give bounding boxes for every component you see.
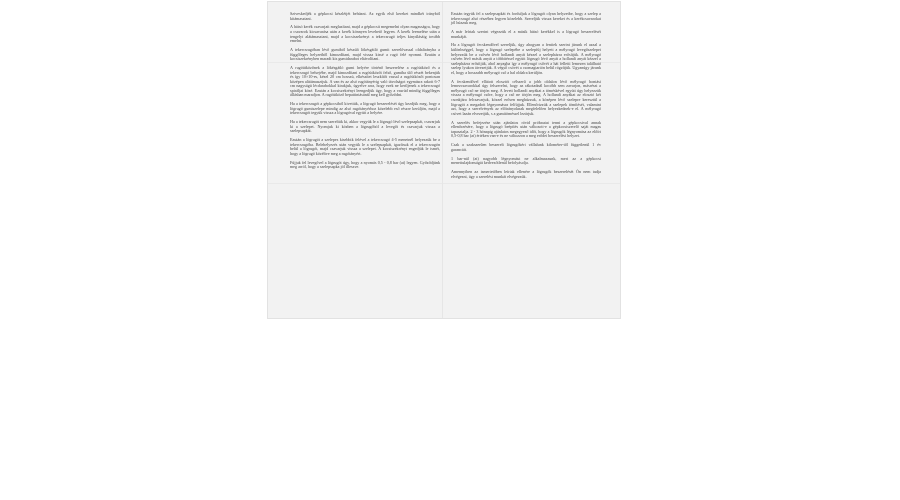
paragraph: Fújjuk fel levegővel a lögrugót úgy, hogy a nyomás 0,5 - 0,8 bar (at) legyen. Győződjünk meg arról, hogy a szelepsapka jól illeszve.: [290, 159, 440, 170]
right-column: [451, 12, 601, 183]
paragraph: A már leírtak szerint végezzük el a másik hátsó kerékkel is a lögrugó beszerelését munkáját.: [451, 28, 601, 39]
paragraph: Ha a tekercsrugót a gépkocsiból kivettük, a lögrugó beszerelését úgy kezdjük meg, hogy a lögrugó gumiszelepe mindig az alsó rugótányérhoz közelebb eső részre kerüljön, majd a tekercsrugót tegyük vissza a lögrugóval együtt a helyére.: [290, 101, 440, 116]
paragraph: A hátsó kerék csavarjait meglazítani, majd a gépkocsit megemelni olyan magasságra, hogy a csavarok kicsavarása után a kerék könnyen levehető legyen. A kerék leemelése után a tengelyt alátámasztani, majd a kocsiszekrényt a tekercsrugó teljes kinyúlásáig tovább emelni.: [290, 24, 440, 44]
paragraph: A tekercsrugóban lévő gumiból készült lökésgátló gumit szerelővassal oldalirányba a függőleges helyzetből kimozdítani, majd vissza kissé a rugó felé nyomni. Ezután a kocsiszekrényben maradt kis gumidarabot eltávolítani.: [290, 46, 440, 62]
paragraph: Ezután tegyük fel a szelepsapkát és forduljuk a lögrugót olyan helyzetbe, hogy a szelep a tekercsrugó alsó részéhez legyen közelebb. Szereljük vissza kereket és a kerékcsavarokat jól húzzuk meg.: [451, 11, 601, 26]
paragraph: A szerelés befejezése után ajánlatos rövid próbautat tenni a gépkocsival annak ellenőrzésére, hogy a lögrugó beépítés után változott-e a gépkocsiszerelő saját magas tapasztalja. 2 - 3 hónapig ajánlatos megegyező időt, hogy a lögrugók légnyomása az előírt 0,5-0,8 bar (at) értéken van-e és ne változzon a meg erődei beszerelési helyzet.: [451, 119, 601, 139]
paragraph: Sziveskedjék a gépkocsi készlétjét behúzni. Az egyik első kereket mindkét irányból kitámasztani.: [290, 11, 440, 21]
paragraph: 1 bar-nál (at) nagyobb légnyomást ne alkalmazzunk, mert az a gépkocsi menettulajdonságát kedvezőtlenül befolyásolja.: [451, 155, 601, 166]
paragraph: A fecskendővel ellátott elosztót célszerű a jobb oldalon lévő mélyrugó bontási lemezcsavarokkal úgy felszerelni, hogy az rákotadnál kocóbb sem zavarjon, másrészt a mélyrugó cső ne törjön meg. A levett hollandi anyákat a töméskével együtt úgy helyezzük vissza a mélyrugó csőre, hogy a cső ne törjön meg. A hollandi anyákat az elosztó két csonkjára felcsavarjuk, közzel erősen meghúzzuk, a középen lévő szelepre keresztül a lögrugót a megadott légnyomásra felfújjuk. Ellenőrizzük a szelepek tömítését, valamint azt, hogy a szerelvények az előirányoknak megfelelően helyezkednek-e el. A mélyrugó csövet lazán elvezetjük, s a gumitöméssel lezárjuk.: [451, 78, 601, 116]
paragraph: Csak a szakszerűen beszerelt lögrugókért vállalunk kilométer-től függetlenül 1 év garanciát.: [451, 142, 601, 152]
scanned-page: [268, 2, 620, 318]
paragraph: Ezután a lögrugót a szelepes kisebbik felével a tekercsrugó 4-5 menetnél helyezzük be a tekercsrugóba. Belehelyezés után vegyük le a szelepsapkát, igazítsuk el a tekercsrugón belül a lögrugót, majd csavarjuk vissza a szelepet. A kocsiszekrényt engedjük le ismét, hogy a lögrugó közéltve meg a rugótányért.: [290, 137, 440, 156]
paragraph: Amennyiben az ismertetőben leírtak ellenére a lögrugók beszerelését Ön nem tudja elvégezni, úgy a szerelést munkát elvégezzük.: [451, 168, 601, 179]
left-column: [290, 12, 440, 174]
paragraph: Ha a lögrugót fecskendővel szereljük, úgy ahogyan a fentiek szerint járunk el azzal a különbséggel, hogy a lögrugó szelepébe a szelepfúj helyett a mélyrugó levegőszelepet helyezzük be a csővén lévő hollandi anyát kézzel a szelepházra erősítjük. A mélyrugó csővén lévő másik anyát a többitéssel együtt lögrugó lévő anyát a hollandi anyát kézzel a szelepházra erősítjük, ahol anyagba így a mélyrugó csővét a hát felletti lemezen található szelep lyukon átvezetjük. A végső csövét a csomagtartón belül rögzítjük. Ugyanúgy járunk el, hogy a hosszabb mélyrugó cső a hal oldalra kerüljön.: [451, 42, 601, 75]
paragraph: A rugóütközőnek a lökésgátló gumi helyére történő beszerelése a rugóütköző és a tekercsrugó belsejébe, majd kimozdítani a rugóütközőt felső, gumiba ülő részét bekenjük és így 10×10-es, kézel 20 cm hosszú, elkészítet leszkítőt vassal a rugóütközőt pontosan középen alátámasztjuk. A van és az alsó rugótányérig való távolságot egymásra rakott 6-7 cm nagyságú lécdarabokkal kirakjuk, ügyelve arra, hogy ezek ne keriljenek a tekercsrugó spiráljai közé. Ezután a kocsiszekrényt leengedjük úgy, hogy a vasrúd mindig függőleges állásban maradjon. A rugóütköző bepattintásánál meg kell győződni.: [290, 64, 440, 98]
paragraph: Ha a tekercsrugót nem szereltük ki, akkor vegyük le a lögrugó lévő szelepsapkát, csavarjuk ki a szelepet. Nyomjuk ki közben a lögrugóból a levegőt és csavarjuk vissza a szelepsapkát.: [290, 119, 440, 134]
